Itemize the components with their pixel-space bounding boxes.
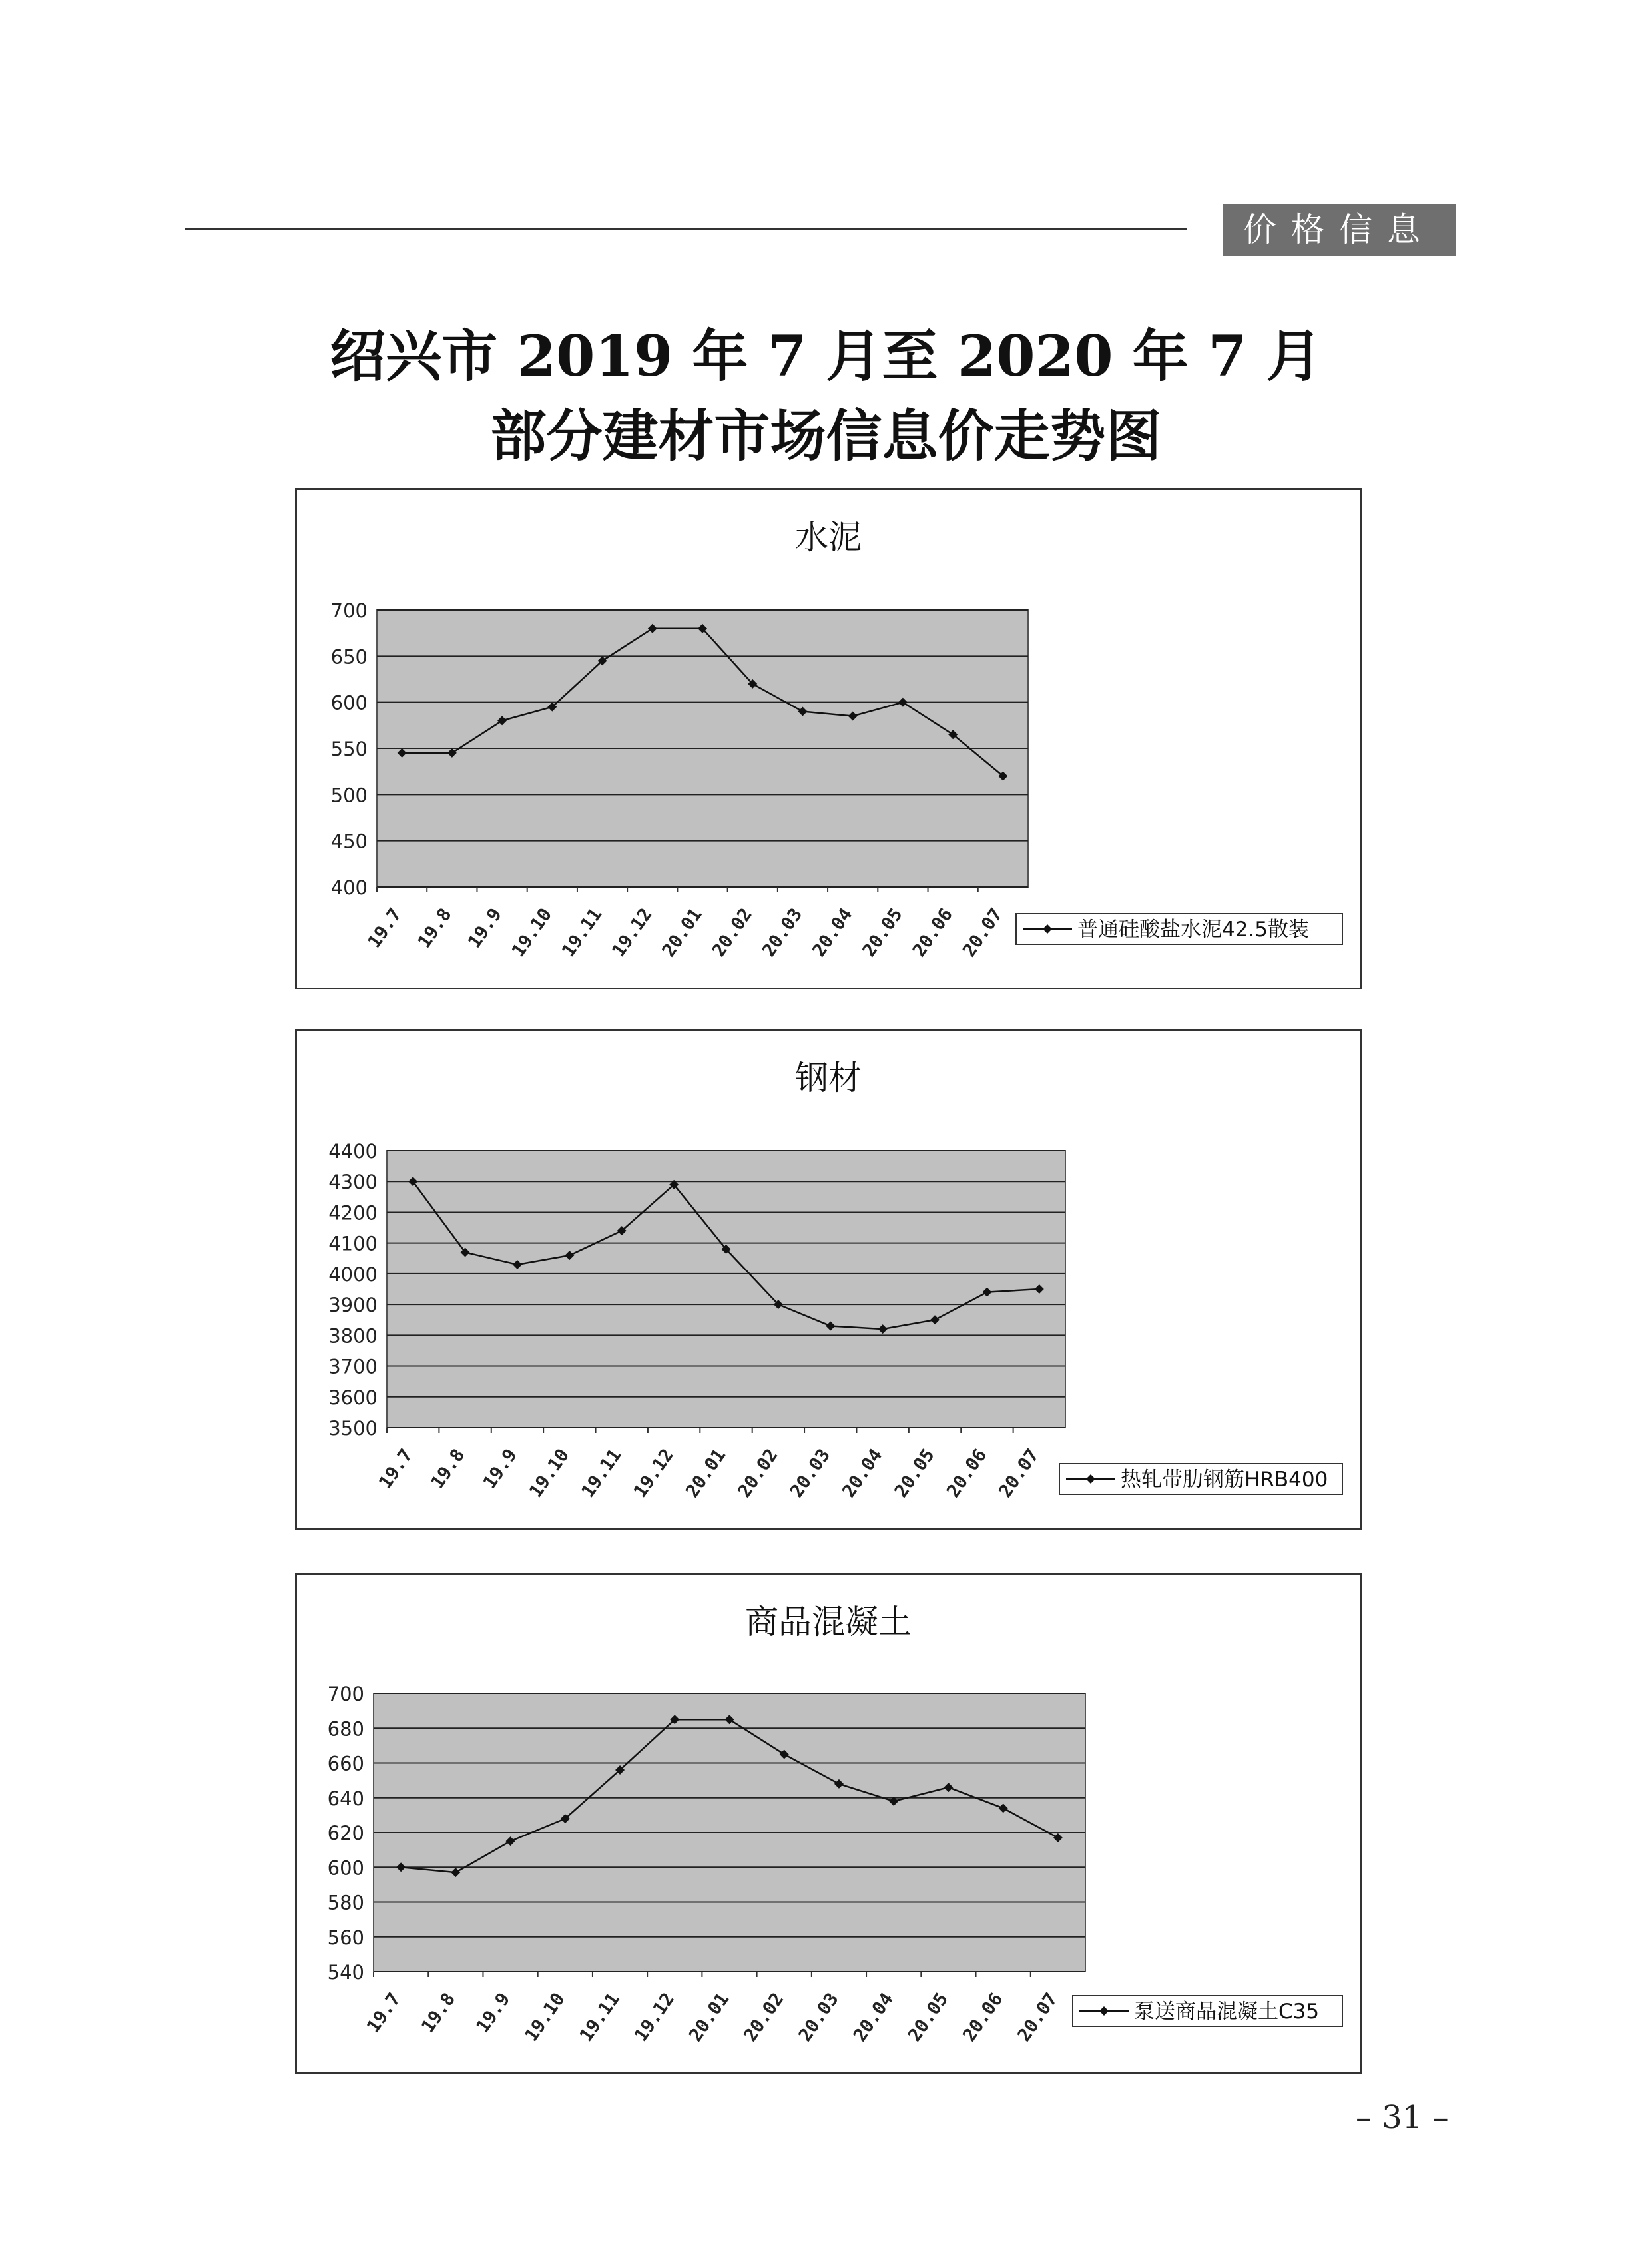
chart-concrete-xtick-label: 19.9 — [472, 1989, 515, 2037]
chart-cement-ytick-label: 550 — [330, 738, 368, 760]
chart-cement-xtick-label: 20.01 — [658, 904, 706, 961]
chart-steel-xtick-label: 19.9 — [479, 1445, 521, 1493]
chart-concrete-ytick-label: 580 — [327, 1891, 364, 1914]
chart-steel-xtick-label: 20.04 — [838, 1445, 887, 1502]
chart-cement-svg — [297, 490, 1360, 988]
chart-concrete-ytick-label: 700 — [327, 1683, 364, 1705]
chart-concrete-ytick-label: 560 — [327, 1926, 364, 1949]
chart-steel-xtick-label: 20.06 — [943, 1445, 991, 1502]
chart-cement-ytick-label: 600 — [330, 691, 368, 714]
chart-concrete-xtick-label: 20.03 — [794, 1989, 843, 2046]
chart-steel-legend — [1059, 1464, 1342, 1494]
chart-cement-legend-label: 普通硅酸盐水泥42.5散装 — [1077, 918, 1310, 942]
chart-concrete-xtick-label: 19.7 — [363, 1989, 405, 2037]
chart-concrete-xtick-label: 19.11 — [575, 1989, 624, 2046]
chart-steel-xtick-label: 19.10 — [525, 1445, 574, 1502]
chart-cement-ytick-label: 700 — [330, 599, 368, 622]
chart-concrete — [295, 1573, 1362, 2074]
chart-concrete-ytick-label: 620 — [327, 1822, 364, 1844]
chart-concrete-xtick-label: 19.12 — [630, 1989, 679, 2046]
chart-cement-ytick-label: 450 — [330, 830, 368, 853]
chart-cement-title: 水泥 — [795, 518, 862, 557]
chart-steel-ytick-label: 4000 — [328, 1263, 378, 1286]
chart-cement-xtick-label: 20.02 — [708, 904, 756, 961]
page-title-line1: 绍兴市 2019 年 7 月至 2020 年 7 月 — [330, 323, 1322, 389]
page-number: – 31 – — [1356, 2099, 1449, 2136]
chart-steel-xtick-label: 19.8 — [427, 1445, 469, 1493]
chart-concrete-xtick-label: 20.04 — [849, 1989, 898, 2046]
chart-concrete-title: 商品混凝土 — [745, 1603, 912, 1641]
chart-steel-ytick-label: 3700 — [328, 1355, 378, 1378]
chart-steel-ytick-label: 3800 — [328, 1324, 378, 1348]
chart-concrete-xtick-label: 19.8 — [417, 1989, 460, 2037]
chart-concrete-svg — [297, 1575, 1360, 2072]
chart-steel-xtick-label: 20.07 — [995, 1445, 1043, 1502]
chart-cement-xtick-label: 19.9 — [464, 904, 506, 952]
chart-concrete-xtick-label: 20.05 — [904, 1989, 953, 2046]
chart-steel-xtick-label: 20.01 — [682, 1445, 730, 1502]
chart-steel-xtick-label: 19.11 — [577, 1445, 626, 1502]
chart-steel-svg — [297, 1031, 1360, 1528]
chart-concrete-ytick-label: 540 — [327, 1961, 364, 1984]
chart-cement-ytick-label: 650 — [330, 645, 368, 669]
chart-cement-xtick-label: 19.8 — [413, 904, 456, 952]
chart-cement-xtick-label: 19.10 — [508, 904, 557, 961]
chart-cement-xtick-label: 19.12 — [608, 904, 657, 961]
chart-concrete-xtick-label: 20.07 — [1013, 1989, 1062, 2046]
chart-steel-ytick-label: 3600 — [328, 1386, 378, 1409]
chart-steel-ytick-label: 3500 — [328, 1417, 378, 1440]
chart-concrete-ytick-label: 660 — [327, 1752, 364, 1775]
chart-steel-xtick-label: 19.7 — [375, 1445, 417, 1493]
chart-steel-ytick-label: 4400 — [328, 1140, 378, 1163]
chart-cement-xtick-label: 20.05 — [858, 904, 907, 961]
chart-cement-xtick-label: 20.07 — [959, 904, 1007, 961]
chart-concrete-legend — [1073, 1996, 1342, 2026]
chart-cement-ytick-label: 500 — [330, 784, 368, 807]
header-rule — [185, 228, 1187, 230]
chart-concrete-legend-label: 泵送商品混凝土C35 — [1134, 2000, 1320, 2024]
chart-cement-legend — [1016, 914, 1342, 944]
chart-steel-xtick-label: 19.12 — [629, 1445, 678, 1502]
chart-cement-xtick-label: 20.04 — [808, 904, 857, 961]
chart-cement-xtick-label: 19.11 — [558, 904, 607, 961]
chart-steel-xtick-label: 20.02 — [734, 1445, 782, 1502]
chart-steel-title: 钢材 — [795, 1059, 862, 1097]
chart-concrete-ytick-label: 600 — [327, 1856, 364, 1880]
chart-steel-xtick-label: 20.03 — [786, 1445, 835, 1502]
chart-steel-xtick-label: 20.05 — [890, 1445, 939, 1502]
chart-cement-ytick-label: 400 — [330, 876, 368, 899]
chart-steel — [295, 1029, 1362, 1530]
chart-steel-ytick-label: 4100 — [328, 1232, 378, 1255]
chart-steel-ytick-label: 4300 — [328, 1171, 378, 1194]
chart-cement — [295, 488, 1362, 989]
chart-cement-xtick-label: 19.7 — [364, 904, 406, 952]
section-tag: 价格信息 — [1223, 204, 1456, 256]
chart-steel-legend-label: 热轧带肋钢筋HRB400 — [1121, 1468, 1328, 1492]
chart-steel-plot-area — [387, 1151, 1065, 1428]
chart-concrete-ytick-label: 640 — [327, 1787, 364, 1810]
chart-concrete-ytick-label: 680 — [327, 1717, 364, 1741]
chart-steel-ytick-label: 4200 — [328, 1201, 378, 1225]
chart-cement-xtick-label: 20.03 — [758, 904, 807, 961]
chart-concrete-xtick-label: 20.01 — [685, 1989, 734, 2046]
page-title-line2: 部分建材市场信息价走势图 — [490, 403, 1162, 469]
chart-concrete-xtick-label: 20.06 — [959, 1989, 1007, 2046]
chart-concrete-xtick-label: 20.02 — [740, 1989, 788, 2046]
chart-concrete-xtick-label: 19.10 — [521, 1989, 569, 2046]
chart-cement-xtick-label: 20.06 — [908, 904, 957, 961]
chart-steel-ytick-label: 3900 — [328, 1294, 378, 1317]
